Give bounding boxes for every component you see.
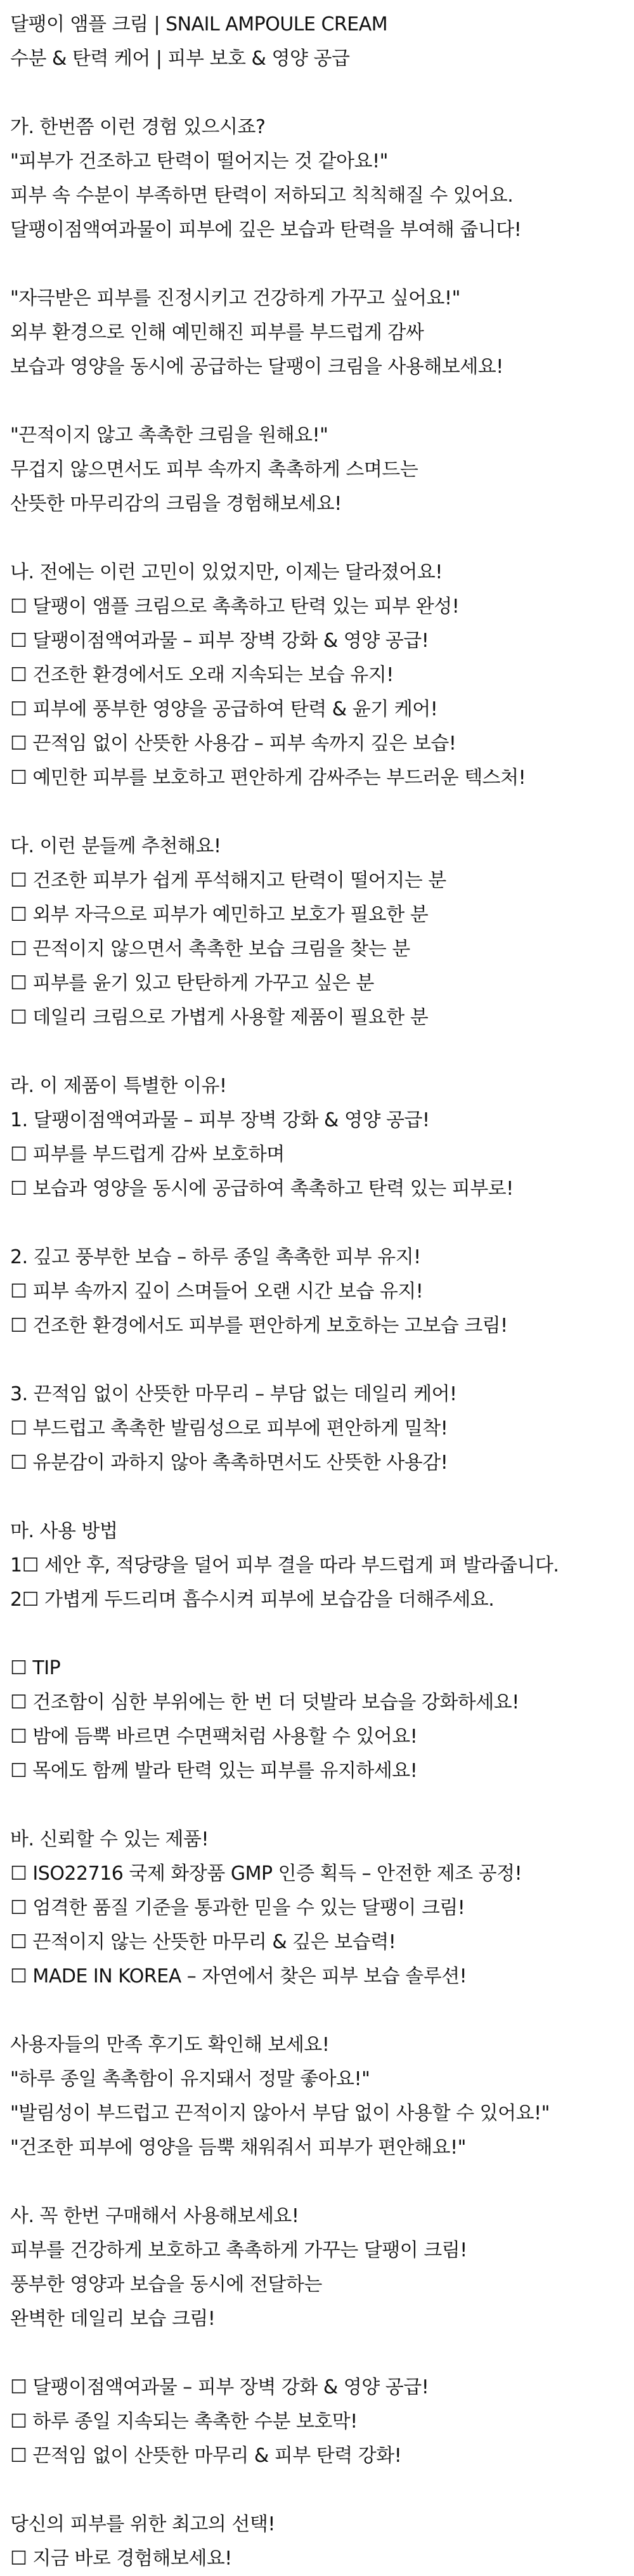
text-line: "하루 종일 촉촉함이 유지돼서 정말 좋아요!": [10, 2068, 370, 2090]
text-line: 피부 속 수분이 부족하면 탄력이 저하되고 칙칙해질 수 있어요.: [10, 185, 514, 207]
text-line: ☐ 엄격한 품질 기준을 통과한 믿을 수 있는 달팽이 크림!: [10, 1897, 465, 1919]
blank-line: [10, 1788, 634, 1823]
blank-line: [10, 2473, 634, 2508]
text-line: ☐ 달팽이 앰플 크림으로 촉촉하고 탄력 있는 피부 완성!: [10, 595, 460, 618]
text-line: 당신의 피부를 위한 최고의 선택!: [10, 2513, 275, 2535]
blank-line: [10, 1480, 634, 1514]
text-line: 수분 & 탄력 케어 | 피부 보호 & 영양 공급: [10, 48, 350, 70]
text-line: ☐ 달팽이점액여과물 – 피부 장벽 강화 & 영양 공급!: [10, 630, 429, 652]
blank-line: [10, 795, 634, 829]
text-line: 완벽한 데일리 보습 크림!: [10, 2308, 216, 2330]
text-line: 마. 사용 방법: [10, 1520, 118, 1542]
text-line: ☐ 달팽이점액여과물 – 피부 장벽 강화 & 영양 공급!: [10, 2376, 429, 2398]
text-line: 사용자들의 만족 후기도 확인해 보세요!: [10, 2034, 330, 2056]
blank-line: [10, 1994, 634, 2028]
text-line: ☐ 유분감이 과하지 않아 촉촉하면서도 산뜻한 사용감!: [10, 1452, 448, 1474]
text-line: ☐ 끈적임 없이 산뜻한 사용감 – 피부 속까지 깊은 보습!: [10, 732, 456, 755]
text-line: ☐ 데일리 크림으로 가볍게 사용할 제품이 필요한 분: [10, 1006, 429, 1029]
text-line: 1☐ 세안 후, 적당량을 덜어 피부 결을 따라 부드럽게 펴 발라줍니다.: [10, 1554, 559, 1577]
text-line: ☐ 하루 종일 지속되는 촉촉한 수분 보호막!: [10, 2410, 358, 2433]
text-line: "피부가 건조하고 탄력이 떨어지는 것 같아요!": [10, 150, 388, 172]
text-line: "자극받은 피부를 진정시키고 건강하게 가꾸고 싶어요!": [10, 287, 460, 309]
text-line: ☐ ISO22716 국제 화장품 GMP 인증 획득 – 안전한 제조 공정!: [10, 1863, 522, 1885]
text-line: ☐ 지금 바로 경험해보세요!: [10, 2547, 232, 2570]
text-line: 2☐ 가볍게 두드리며 흡수시켜 피부에 보습감을 더해주세요.: [10, 1589, 495, 1611]
text-line: 2. 깊고 풍부한 보습 – 하루 종일 촉촉한 피부 유지!: [10, 1246, 421, 1268]
text-line: ☐ 목에도 함께 발라 탄력 있는 피부를 유지하세요!: [10, 1760, 418, 1782]
blank-line: [10, 1206, 634, 1240]
blank-line: [10, 247, 634, 282]
text-line: 달팽이점액여과물이 피부에 깊은 보습과 탄력을 부여해 줍니다!: [10, 219, 522, 241]
text-line: 라. 이 제품이 특별한 이유!: [10, 1075, 227, 1097]
text-line: 바. 신뢰할 수 있는 제품!: [10, 1828, 209, 1851]
text-line: ☐ 밤에 듬뿍 바르면 수면팩처럼 사용할 수 있어요!: [10, 1726, 418, 1748]
text-line: ☐ 보습과 영양을 동시에 공급하여 촉촉하고 탄력 있는 피부로!: [10, 1178, 514, 1200]
text-line: ☐ 피부에 풍부한 영양을 공급하여 탄력 & 윤기 케어!: [10, 698, 438, 720]
text-line: 1. 달팽이점액여과물 – 피부 장벽 강화 & 영양 공급!: [10, 1109, 430, 1131]
text-line: ☐ 건조함이 심한 부위에는 한 번 더 덧발라 보습을 강화하세요!: [10, 1691, 519, 1714]
text-line: ☐ 부드럽고 촉촉한 발림성으로 피부에 편안하게 밀착!: [10, 1417, 448, 1440]
text-line: 피부를 건강하게 보호하고 촉촉하게 가꾸는 달팽이 크림!: [10, 2239, 467, 2261]
blank-line: [10, 76, 634, 110]
text-line: ☐ 건조한 환경에서도 오래 지속되는 보습 유지!: [10, 664, 394, 686]
text-line: ☐ 예민한 피부를 보호하고 편안하게 감싸주는 부드러운 텍스처!: [10, 767, 526, 789]
text-line: 가. 한번쯤 이런 경험 있으시죠?: [10, 116, 266, 138]
text-line: 나. 전에는 이런 고민이 있었지만, 이제는 달라졌어요!: [10, 561, 443, 583]
text-line: "끈적이지 않고 촉촉한 크림을 원해요!": [10, 424, 328, 446]
blank-line: [10, 1343, 634, 1377]
text-line: 무겁지 않으면서도 피부 속까지 촉촉하게 스며드는: [10, 459, 418, 481]
text-line: 풍부한 영양과 보습을 동시에 전달하는: [10, 2274, 322, 2296]
blank-line: [10, 1035, 634, 1069]
text-line: ☐ 피부를 부드럽게 감싸 보호하며: [10, 1143, 285, 1166]
text-line: 외부 환경으로 인해 예민해진 피부를 부드럽게 감싸: [10, 322, 424, 344]
text-line: ☐ 피부를 윤기 있고 탄탄하게 가꾸고 싶은 분: [10, 972, 374, 994]
blank-line: [10, 2336, 634, 2371]
blank-line: [10, 384, 634, 419]
text-line: 다. 이런 분들께 추천해요!: [10, 835, 221, 857]
text-line: 달팽이 앰플 크림 | SNAIL AMPOULE CREAM: [10, 13, 388, 36]
blank-line: [10, 1617, 634, 1651]
text-line: 산뜻한 마무리감의 크림을 경험해보세요!: [10, 493, 342, 515]
text-line: ☐ MADE IN KOREA – 자연에서 찾은 피부 보습 솔루션!: [10, 1965, 467, 1987]
text-line: ☐ 끈적이지 않으면서 촉촉한 보습 크림을 찾는 분: [10, 938, 410, 960]
text-line: "건조한 피부에 영양을 듬뿍 채워줘서 피부가 편안해요!": [10, 2137, 466, 2159]
text-line: ☐ 피부 속까지 깊이 스며들어 오랜 시간 보습 유지!: [10, 1280, 424, 1303]
text-line: ☐ TIP: [10, 1657, 61, 1679]
text-line: 3. 끈적임 없이 산뜻한 마무리 – 부담 없는 데일리 케어!: [10, 1383, 457, 1405]
text-line: ☐ 건조한 환경에서도 피부를 편안하게 보호하는 고보습 크림!: [10, 1315, 508, 1337]
text-line: 사. 꼭 한번 구매해서 사용해보세요!: [10, 2205, 299, 2227]
blank-line: [10, 2165, 634, 2199]
text-line: "발림성이 부드럽고 끈적이지 않아서 부담 없이 사용할 수 있어요!": [10, 2102, 550, 2124]
text-line: 보습과 영양을 동시에 공급하는 달팽이 크림을 사용해보세요!: [10, 356, 503, 378]
text-line: ☐ 건조한 피부가 쉽게 푸석해지고 탄력이 떨어지는 분: [10, 869, 446, 892]
text-line: ☐ 외부 자극으로 피부가 예민하고 보호가 필요한 분: [10, 904, 429, 926]
text-line: ☐ 끈적임 없이 산뜻한 마무리 & 피부 탄력 강화!: [10, 2445, 402, 2467]
blank-line: [10, 521, 634, 556]
text-line: ☐ 끈적이지 않는 산뜻한 마무리 & 깊은 보습력!: [10, 1931, 396, 1953]
